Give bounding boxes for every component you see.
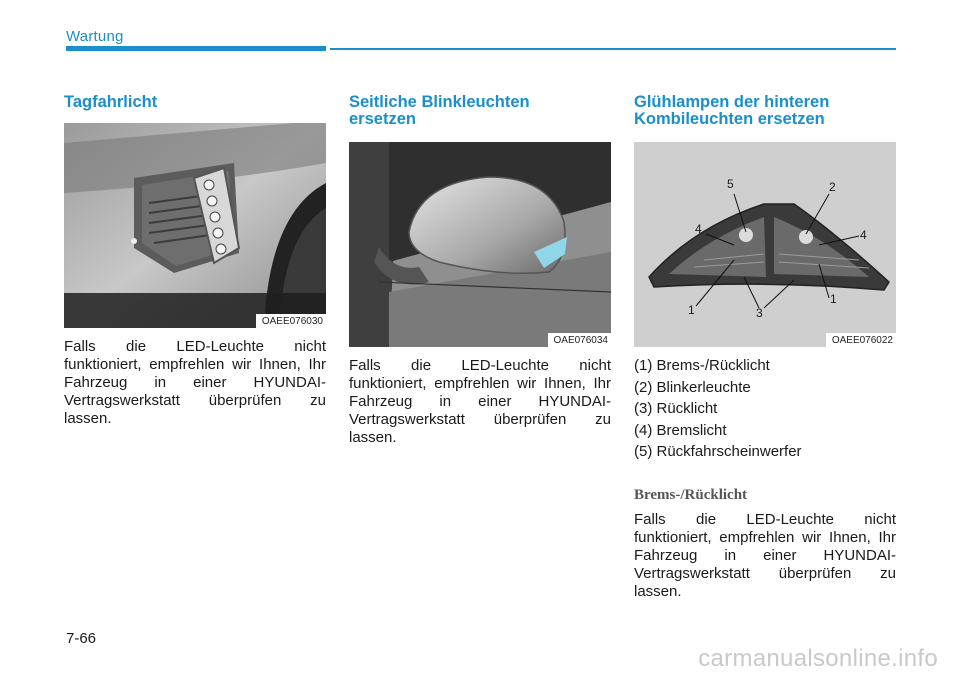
column-daytime-running-light: [64, 94, 326, 428]
figure-code: OAEE076022: [826, 333, 896, 347]
list-item: (5) Rückfahrscheinwerfer: [634, 443, 802, 460]
header-rule: [330, 48, 896, 50]
body-text: Falls die LED-Leuchte nicht funktioniert, empfrehlen wir Ihnen, Ihr Fahrzeug in einer HYUNDAI-Vertragswerkstatt überprüfen zu lassen.: [64, 338, 326, 427]
section-title: [349, 94, 611, 128]
callout-5: 5: [727, 177, 734, 191]
section-title-line-1: Seitliche Blinkleuchten: [349, 93, 530, 111]
list-item: (1) Brems-/Rücklicht: [634, 357, 770, 374]
section-title-line-2: Kombileuchten ersetzen: [634, 110, 825, 128]
callout-4-right: 4: [860, 228, 867, 242]
body-text: Falls die LED-Leuchte nicht funktioniert, empfrehlen wir Ihnen, Ihr Fahrzeug in einer HYUNDAI-Vertragswerkstatt überprüfen zu lassen.: [349, 357, 611, 446]
body-text: Falls die LED-Leuchte nicht funktioniert, empfrehlen wir Ihnen, Ihr Fahrzeug in einer HYUNDAI-Vertragswerkstatt überprüfen zu lassen.: [634, 510, 896, 600]
list-item: (4) Bremslicht: [634, 421, 727, 439]
section-title: Tagfahrlicht: [64, 93, 158, 111]
page-number: 7-66: [66, 630, 97, 647]
callout-2: 2: [829, 180, 836, 194]
column-side-indicator: [349, 94, 611, 447]
figure-rear-lamp: [634, 142, 896, 347]
callout-1-left: 1: [688, 303, 695, 317]
figure-code: OAE076034: [548, 333, 612, 347]
figure-side-mirror: [349, 142, 611, 347]
header-rule-accent: [66, 46, 326, 51]
component-list: [634, 355, 896, 463]
column-rear-combination-lamp: [634, 94, 896, 601]
figure-daytime-light: [64, 123, 326, 328]
subheading: Brems-/Rücklicht: [634, 486, 748, 503]
list-item: (2) Blinkerleuchte: [634, 378, 751, 396]
section-title-line-2: ersetzen: [349, 110, 416, 128]
watermark-link[interactable]: carmanualsonline.info: [698, 645, 938, 672]
callout-3: 3: [756, 306, 763, 320]
callout-4-left: 4: [695, 222, 702, 236]
section-label: Wartung: [66, 28, 124, 45]
figure-code: OAEE076030: [256, 314, 326, 328]
section-title-line-1: Glühlampen der hinteren: [634, 93, 830, 111]
callout-1-right: 1: [830, 292, 837, 306]
list-item: (3) Rücklicht: [634, 400, 718, 417]
section-title: [634, 94, 896, 128]
